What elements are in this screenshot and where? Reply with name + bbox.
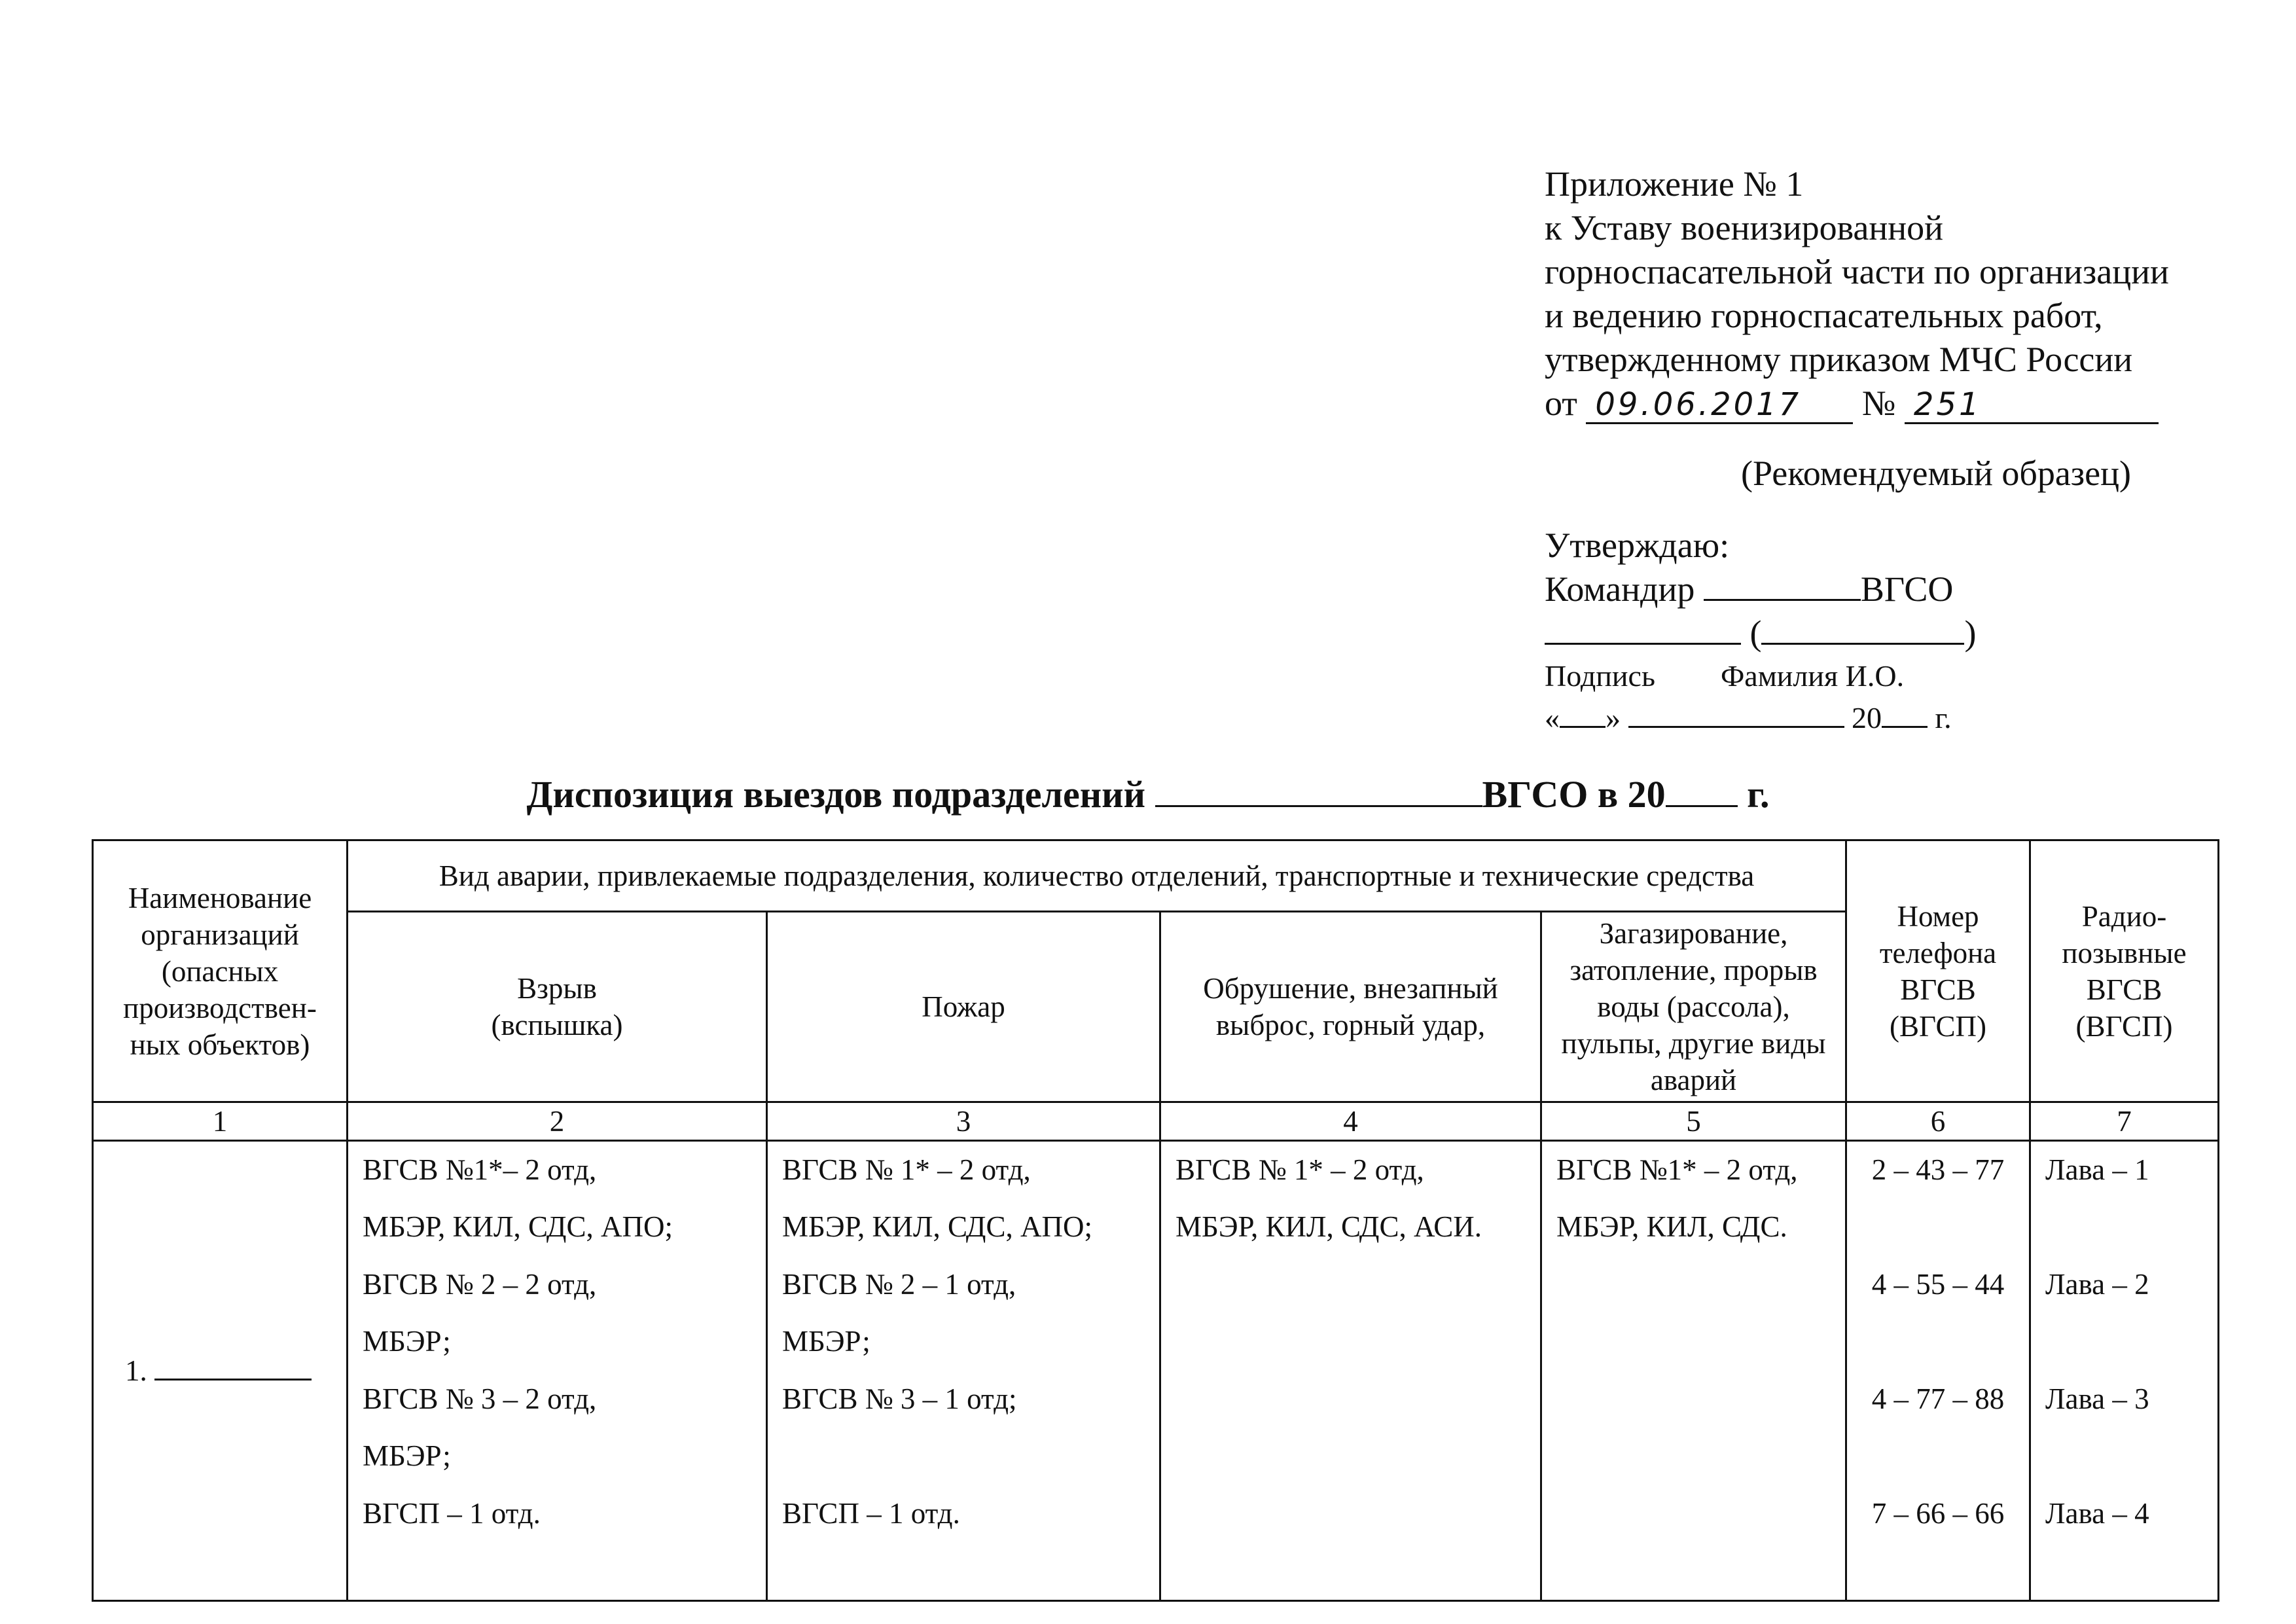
signature-captions xyxy=(1545,655,1976,697)
order-number-handwritten: 251 xyxy=(1905,387,2159,424)
col-number-3: 3 xyxy=(767,1102,1160,1141)
gas-cell xyxy=(1541,1141,1846,1601)
annex-line-5: утвержденному приказом МЧС России xyxy=(1545,340,2133,379)
sign-open: ( xyxy=(1749,613,1762,653)
phone-number: 2 – 43 – 77 xyxy=(1871,1153,2005,1186)
disposition-table xyxy=(92,839,2219,1602)
commander-line xyxy=(1545,568,1976,611)
col-number-6: 6 xyxy=(1846,1102,2030,1141)
fire-line: ВГСП – 1 отд. xyxy=(782,1497,960,1530)
fire-line: МБЭР; xyxy=(782,1325,870,1358)
explosion-line: МБЭР; xyxy=(363,1439,451,1472)
commander-blank xyxy=(1704,571,1861,601)
header-phone: Номер телефона ВГСВ (ВГСП) xyxy=(1846,840,2030,1102)
org-name-number: 1. xyxy=(125,1354,147,1387)
number-label: № xyxy=(1861,384,1896,423)
signature-caption: Подпись xyxy=(1545,659,1655,693)
gas-line: ВГСВ №1* – 2 отд, xyxy=(1556,1153,1798,1186)
explosion-line: ВГСВ №1*– 2 отд, xyxy=(363,1153,597,1186)
fire-cell xyxy=(767,1141,1160,1601)
radio-cell xyxy=(2030,1141,2219,1601)
title-middle: ВГСО в 20 xyxy=(1482,773,1666,816)
header-explosion: Взрыв (вспышка) xyxy=(348,912,767,1102)
name-blank xyxy=(1761,615,1964,645)
fire-line: ВГСВ № 3 – 1 отд; xyxy=(782,1382,1017,1415)
phone-number: 4 – 77 – 88 xyxy=(1871,1382,2005,1415)
day-blank xyxy=(1560,704,1605,728)
fire-line: ВГСВ № 1* – 2 отд, xyxy=(782,1153,1031,1186)
annex-block xyxy=(1545,162,2169,425)
year-blank xyxy=(1882,704,1928,728)
header-fire: Пожар xyxy=(767,912,1160,1102)
header-incident-group: Вид аварии, привлекаемые подразделения, количество отделений, транспортные и технические средства xyxy=(348,840,1846,912)
explosion-cell xyxy=(348,1141,767,1601)
collapse-line: МБЭР, КИЛ, СДС, АСИ. xyxy=(1175,1210,1482,1243)
year-prefix: 20 xyxy=(1852,701,1882,734)
title-unit-blank xyxy=(1155,778,1482,807)
order-date-handwritten: 09.06.2017 xyxy=(1586,387,1853,424)
name-caption: Фамилия И.О. xyxy=(1720,659,1905,693)
header-gas: Загазирование, затопление, прорыв воды (рассола), пульпы, другие виды аварий xyxy=(1541,912,1846,1102)
gas-line: МБЭР, КИЛ, СДС. xyxy=(1556,1210,1787,1243)
annex-line-3: горноспасательной части по организации xyxy=(1545,252,2169,291)
commander-label: Командир xyxy=(1545,569,1695,609)
order-line xyxy=(1545,382,2169,425)
org-name-blank xyxy=(154,1356,312,1380)
commander-suffix: ВГСО xyxy=(1860,569,1954,609)
recommended-sample-label: (Рекомендуемый образец) xyxy=(1741,454,2131,493)
explosion-line: МБЭР; xyxy=(363,1325,451,1358)
collapse-cell xyxy=(1160,1141,1541,1601)
annex-line-4: и ведению горноспасательных работ, xyxy=(1545,296,2103,335)
header-radio: Радио-позывные ВГСВ (ВГСП) xyxy=(2030,840,2219,1102)
phone-cell xyxy=(1846,1141,2030,1601)
phone-number: 7 – 66 – 66 xyxy=(1871,1497,2005,1530)
signature-line xyxy=(1545,611,1976,655)
org-name-cell xyxy=(93,1141,348,1601)
radio-callsign: Лава – 1 xyxy=(2045,1153,2149,1186)
phone-number: 4 – 55 – 44 xyxy=(1871,1268,2005,1301)
date-open-quote: « xyxy=(1545,701,1560,734)
approve-date-line xyxy=(1545,697,1976,739)
sign-close: ) xyxy=(1964,613,1977,653)
year-suffix: г. xyxy=(1935,701,1952,734)
approve-title: Утверждаю: xyxy=(1545,526,1730,565)
col-number-1: 1 xyxy=(93,1102,348,1141)
col-number-2: 2 xyxy=(348,1102,767,1141)
radio-callsign: Лава – 4 xyxy=(2045,1497,2149,1530)
annex-line-1: Приложение № 1 xyxy=(1545,164,1804,204)
radio-callsign: Лава – 3 xyxy=(2045,1382,2149,1415)
approval-block xyxy=(1545,524,1976,739)
header-collapse: Обрушение, внезапный выброс, горный удар, xyxy=(1160,912,1541,1102)
document-title xyxy=(0,772,2296,816)
annex-line-2: к Уставу военизированной xyxy=(1545,208,1944,247)
explosion-line: ВГСП – 1 отд. xyxy=(363,1497,541,1530)
col-number-5: 5 xyxy=(1541,1102,1846,1141)
radio-callsign: Лава – 2 xyxy=(2045,1268,2149,1301)
col-number-7: 7 xyxy=(2030,1102,2219,1141)
fire-line xyxy=(782,1428,1159,1485)
title-suffix: г. xyxy=(1747,773,1770,816)
signature-blank xyxy=(1545,615,1741,645)
from-label: от xyxy=(1545,384,1577,423)
explosion-line: ВГСВ № 3 – 2 отд, xyxy=(363,1382,597,1415)
explosion-line: ВГСВ № 2 – 2 отд, xyxy=(363,1268,597,1301)
explosion-line: МБЭР, КИЛ, СДС, АПО; xyxy=(363,1210,673,1243)
fire-line: МБЭР, КИЛ, СДС, АПО; xyxy=(782,1210,1092,1243)
month-blank xyxy=(1628,704,1844,728)
header-org: Наименование организаций (опасных производствен-ных объектов) xyxy=(93,840,348,1102)
collapse-line: ВГСВ № 1* – 2 отд, xyxy=(1175,1153,1424,1186)
title-year-blank xyxy=(1666,778,1738,807)
date-close-quote: » xyxy=(1605,701,1621,734)
title-prefix: Диспозиция выездов подразделений xyxy=(526,773,1146,816)
col-number-4: 4 xyxy=(1160,1102,1541,1141)
fire-line: ВГСВ № 2 – 1 отд, xyxy=(782,1268,1016,1301)
